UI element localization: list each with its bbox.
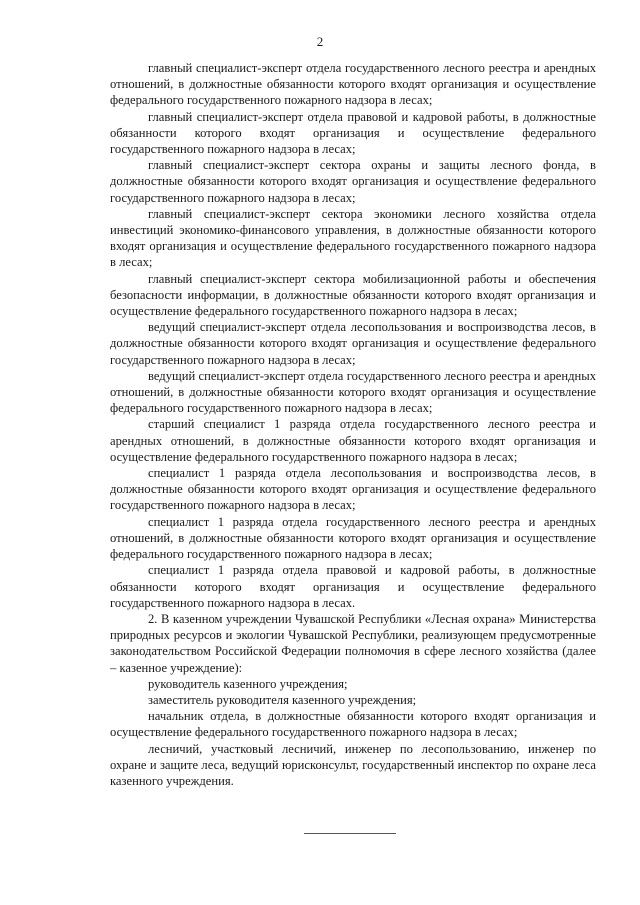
paragraph: 2. В казенном учреждении Чувашской Республики «Лесная охрана» Министерства природных ресурсов и экологии Чувашской Республики, реализующем предусмотренные законодательством Российской Федерации полномочия в сфере лесного хозяйства (далее – казенное учреждение):: [110, 611, 596, 675]
paragraph: заместитель руководителя казенного учреждения;: [148, 692, 417, 707]
paragraph: старший специалист 1 разряда отдела государственного лесного реестра и арендных отношений, в должностные обязанности которого входят организация и осуществление федерального государственного пожарного надзора в лесах;: [110, 417, 596, 464]
page-number: 2: [316, 34, 324, 49]
paragraph: лесничий, участковый лесничий, инженер по лесопользованию, инженер по охране и защите леса, ведущий юрисконсульт, государственный инспектор по охране леса казенного учреждения.: [110, 741, 596, 788]
paragraph: главный специалист-эксперт сектора охраны и защиты лесного фонда, в должностные обязанности которого входят организация и осуществление федерального государственного пожарного надзора в лесах;: [110, 158, 596, 205]
footer-divider: [304, 833, 396, 834]
paragraph: ведущий специалист-эксперт отдела государственного лесного реестра и арендных отношений, в должностные обязанности которого входят организация и осуществление федерального государственного пожарного надзора в лесах;: [110, 368, 596, 416]
paragraph: главный специалист-эксперт сектора экономики лесного хозяйства отдела инвестиций экономико-финансового управления, в должностные обязанности которого входят организация и осуществление федерального государственного пожарного надзора в лесах;: [110, 206, 596, 270]
document-body: [110, 60, 596, 789]
paragraph: руководитель казенного учреждения;: [148, 676, 348, 691]
paragraph: главный специалист-эксперт отдела правовой и кадровой работы, в должностные обязанности которого входят организация и осуществление федерального государственного пожарного надзора в лесах;: [110, 109, 596, 157]
paragraph: главный специалист-эксперт сектора мобилизационной работы и обеспечения безопасности информации, в должностные обязанности которого входят организация и осуществление федерального государственного пожарного надзора в лесах;: [110, 271, 596, 319]
paragraph: главный специалист-эксперт отдела государственного лесного реестра и арендных отношений, в должностные обязанности которого входят организация и осуществление федерального государственного пожарного надзора в лесах;: [110, 61, 596, 108]
paragraph: ведущий специалист-эксперт отдела лесопользования и воспроизводства лесов, в должностные обязанности которого входят организация и осуществление федерального государственного пожарного надзора в лесах;: [110, 320, 596, 367]
paragraph: специалист 1 разряда отдела лесопользования и воспроизводства лесов, в должностные обязанности которого входят организация и осуществление федерального государственного пожарного надзора в лесах;: [110, 466, 596, 513]
paragraph: специалист 1 разряда отдела государственного лесного реестра и арендных отношений, в должностные обязанности которого входят организация и осуществление федерального государственного пожарного надзора в лесах;: [110, 514, 596, 562]
paragraph: начальник отдела, в должностные обязанности которого входят организация и осуществление федерального государственного пожарного надзора в лесах;: [110, 709, 596, 740]
paragraph: специалист 1 разряда отдела правовой и кадровой работы, в должностные обязанности которого входят организация и осуществление федерального государственного пожарного надзора в лесах.: [110, 563, 596, 610]
